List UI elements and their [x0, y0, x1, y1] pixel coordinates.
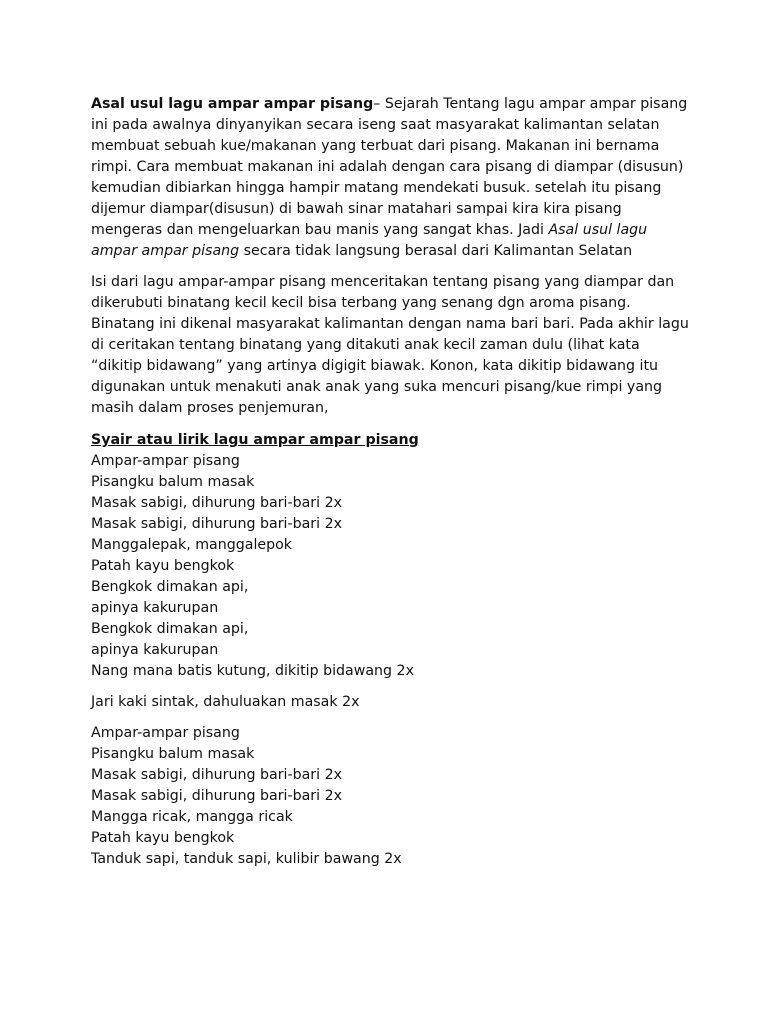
lyric-line: Masak sabigi, dihurung bari-bari 2x: [91, 767, 343, 783]
lyric-line: apinya kakurupan: [91, 642, 219, 658]
lyrics-verse-3: [91, 723, 691, 870]
intro-text-end: secara tidak langsung berasal dari Kalimantan Selatan: [239, 243, 633, 259]
lyric-line: Bengkok dimakan api,: [91, 579, 249, 595]
lyric-line: Mangga ricak, mangga ricak: [91, 809, 293, 825]
lyrics-heading: Syair atau lirik lagu ampar ampar pisang: [91, 432, 419, 448]
lyric-line: Patah kayu bengkok: [91, 558, 235, 574]
lyric-line: Ampar-ampar pisang: [91, 725, 240, 741]
lyric-line: Masak sabigi, dihurung bari-bari 2x: [91, 516, 343, 532]
story-paragraph: Isi dari lagu ampar-ampar pisang menceritakan tentang pisang yang diampar dan dikerubuti binatang kecil kecil bisa terbang yang senang dgn aroma pisang. Binatang ini dikenal masyarakat kalimantan dengan nama bari bari. Pada akhir lagu di ceritakan tentang binatang yang ditakuti anak kecil zaman dulu (lihat kata “dikitip bidawang” yang artinya digigit biawak. Konon, kata dikitip bidawang itu digunakan untuk menakuti anak anak yang suka mencuri pisang/kue rimpi yang masih dalam proses penjemuran,: [91, 274, 689, 416]
intro-italic-phrase: Asal usul lagu ampar ampar pisang: [91, 222, 648, 259]
lyric-line: Ampar-ampar pisang: [91, 453, 240, 469]
title-dash: –: [373, 96, 385, 112]
lyric-line: Nang mana batis kutung, dikitip bidawang 2x: [91, 663, 414, 679]
lyric-line: Jari kaki sintak, dahuluakan masak 2x: [91, 694, 360, 710]
lyric-line: Pisangku balum masak: [91, 474, 255, 490]
lyric-line: Masak sabigi, dihurung bari-bari 2x: [91, 495, 343, 511]
lyrics-verse-2: [91, 692, 691, 713]
lyric-line: Patah kayu bengkok: [91, 830, 235, 846]
lyric-line: Bengkok dimakan api,: [91, 621, 249, 637]
intro-paragraph: [91, 94, 691, 262]
lyric-line: Tanduk sapi, tanduk sapi, kulibir bawang 2x: [91, 851, 402, 867]
lyric-line: Pisangku balum masak: [91, 746, 255, 762]
lyrics-verse-1: [91, 451, 691, 682]
lyric-line: Manggalepak, manggalepok: [91, 537, 293, 553]
lyric-line: apinya kakurupan: [91, 600, 219, 616]
document-page: [91, 94, 691, 870]
lyric-line: Masak sabigi, dihurung bari-bari 2x: [91, 788, 343, 804]
article-title: Asal usul lagu ampar ampar pisang: [91, 96, 374, 112]
intro-text: Sejarah Tentang lagu ampar ampar pisang ini pada awalnya dinyanyikan secara iseng saat masyarakat kalimantan selatan membuat sebuah kue/makanan yang terbuat dari pisang. Makanan ini bernama rimpi. Cara membuat makanan ini adalah dengan cara pisang di diampar (disusun) kemudian dibiarkan hingga hampir matang mendekati busuk. setelah itu pisang dijemur diampar(disusun) di bawah sinar matahari sampai kira kira pisang mengeras dan mengeluarkan bau manis yang sangat khas. Jadi: [91, 96, 688, 238]
